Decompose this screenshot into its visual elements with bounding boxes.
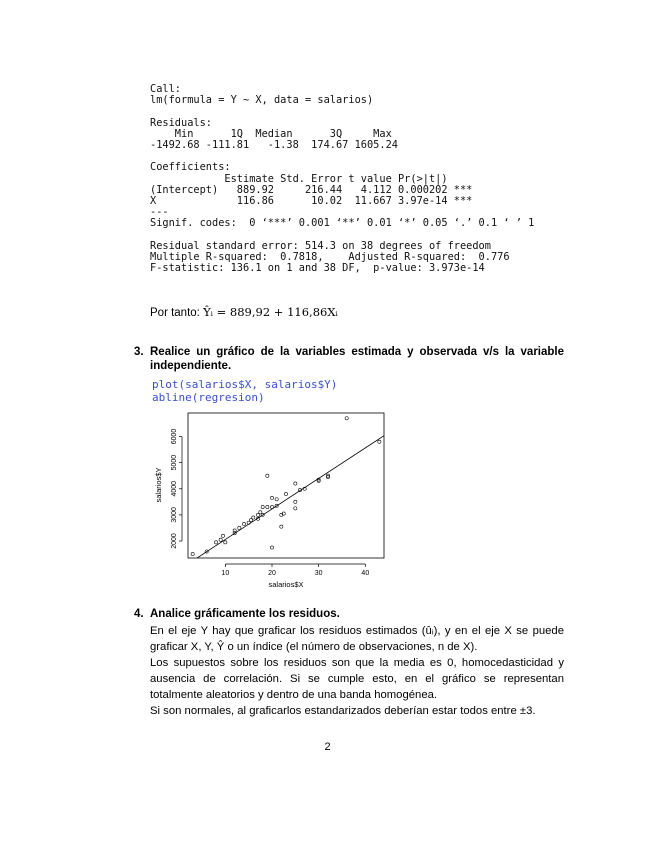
item-4-heading (134, 607, 564, 621)
data-point (261, 505, 264, 508)
x-tick-label: 30 (314, 570, 323, 577)
y-axis-label: salarios$Y (154, 467, 163, 503)
paragraph: Si son normales, al graficarlos estandarizados deberían estar todos entre ±3. (150, 705, 536, 718)
data-point (238, 526, 241, 529)
x-tick-label: 40 (361, 570, 370, 577)
y-tick-label: 3000 (171, 507, 178, 523)
y-tick-label: 4000 (171, 480, 178, 497)
regression-line (188, 436, 384, 564)
data-point (266, 505, 269, 508)
x-tick-label: 20 (268, 570, 276, 577)
data-point (219, 538, 222, 541)
equation-text: Ŷᵢ = 889,92 + 116,86Xᵢ (203, 305, 338, 319)
item-4-number: 4. (134, 608, 144, 620)
data-point (270, 496, 273, 499)
data-point (249, 519, 252, 522)
data-point (256, 513, 259, 516)
data-point (214, 541, 217, 544)
item-3-heading (134, 345, 564, 373)
data-point (221, 534, 224, 537)
data-point (294, 500, 297, 503)
paragraph: En el eje Y hay que graficar los residuos estimados (ûᵢ), y en el eje X se puede graficar X, Y, Ŷ o un índice (el número de observaciones, n de X). (150, 625, 564, 654)
y-tick-label: 5000 (171, 454, 178, 471)
scatter-plot (150, 405, 390, 590)
data-point (191, 552, 194, 555)
regression-equation (150, 305, 338, 319)
data-point (294, 507, 297, 510)
data-point (284, 492, 287, 495)
item-3-number: 3. (134, 346, 144, 358)
data-point (252, 516, 255, 519)
data-point (294, 482, 297, 485)
plot-frame (188, 413, 384, 558)
data-point (270, 546, 273, 549)
r-plot-code: plot(salarios$X, salarios$Y) abline(regresion) (152, 378, 338, 404)
x-axis-label: salarios$X (268, 580, 304, 589)
data-point (259, 511, 262, 514)
data-point (275, 498, 278, 501)
data-point (345, 417, 348, 420)
paragraph: Los supuestos sobre los residuos son que la media es 0, homocedasticidad y ausencia de correlación. Si se cumple esto, en el gráfico se representan totalmente aleatorios y dentro de una banda homogénea. (150, 657, 564, 702)
data-point (378, 440, 381, 443)
data-point (266, 474, 269, 477)
item-4-body (150, 623, 564, 720)
y-tick-label: 2000 (171, 533, 178, 549)
page-number: 2 (324, 741, 331, 753)
item-4-title: Analice gráficamente los residuos. (150, 608, 340, 620)
item-3-title: Realice un gráfico de la variables estimada y observada v/s la variable independiente. (150, 346, 564, 372)
data-point (242, 522, 245, 525)
data-point (224, 541, 227, 544)
equation-label: Por tanto: (150, 307, 204, 319)
r-regression-output: Call: lm(formula = Y ~ X, data = salarios) Residuals: Min 1Q Median 3Q Max -1492.68 -111.81 -1.38 174.67 1605.24 Coefficients: Estimate Std. Error t value Pr(>|t|) (Intercept) 889.92 216.44 4.112 0.000202 *** X 116.86 10.02 11.667 3.97e-14 *** --- Signif. codes: 0 ‘***’ 0.001 ‘**’ 0.01 ‘*’ 0.05 ‘.’ 0.1 ‘ ’ 1 Residual standard error: 514.3 on 38 degrees of freedom Multiple R-squared: 0.7818, Adjusted R-squared: 0.776 F-statistic: 136.1 on 1 and 38 DF, p-value: 3.973e-14 (150, 83, 535, 275)
x-tick-label: 10 (221, 570, 230, 577)
data-point (280, 525, 283, 528)
y-tick-label: 6000 (171, 428, 178, 445)
